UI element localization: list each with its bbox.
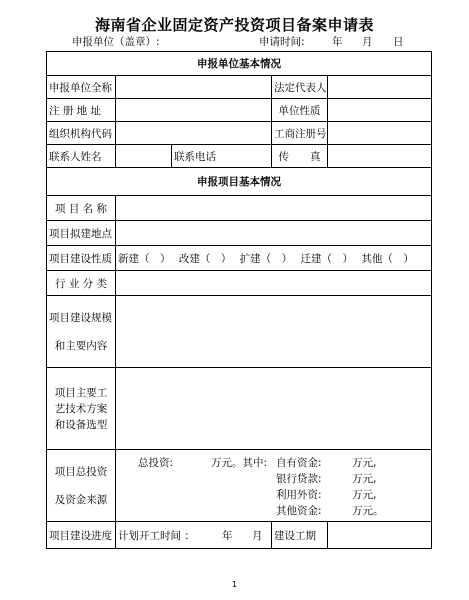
self-funds-label: 自有资金: [276, 457, 322, 469]
process-label [47, 368, 116, 450]
nature-options [116, 246, 432, 271]
start-time-field[interactable] [116, 522, 272, 549]
project-name-label: 项 目 名 称 [47, 196, 116, 221]
option-other[interactable]: 其他（ ） [361, 252, 414, 265]
invest-label-line1: 项目总投资 [54, 465, 108, 478]
org-code-field[interactable] [116, 122, 272, 145]
location-label: 项目拟建地点 [47, 221, 116, 246]
bank-loan-label: 银行贷款: [276, 473, 322, 485]
org-code-label: 组织机构代码 [47, 122, 116, 145]
day-label: 日 [393, 36, 404, 48]
process-label-line2: 艺技术方案 [54, 402, 108, 415]
nature-label: 单位性质 [272, 99, 328, 122]
self-funds-unit: 万元, [352, 457, 377, 469]
progress-month: 月 [252, 530, 263, 542]
invest-label-line2: 及资金来源 [54, 493, 108, 506]
scale-label-line2: 和主要内容 [54, 339, 108, 352]
address-field[interactable] [116, 99, 272, 122]
address-label: 注 册 地 址 [47, 99, 116, 122]
section-unit-header: 申报单位基本情况 [47, 52, 432, 76]
other-funds-unit: 万元。 [352, 505, 384, 517]
industry-label: 行 业 分 类 [47, 271, 116, 296]
nature-field[interactable] [328, 99, 432, 122]
full-name-field[interactable] [116, 76, 272, 99]
form-title: 海南省企业固定资产投资项目备案申请表 [94, 16, 374, 34]
foreign-unit: 万元, [352, 489, 377, 501]
option-new[interactable]: 新建（ ） [118, 252, 171, 265]
process-label-line1: 项目主要工 [54, 386, 108, 399]
legal-rep-field[interactable] [328, 76, 432, 99]
invest-label [47, 450, 116, 522]
apply-time-label: 申请时间: [259, 36, 305, 48]
option-expand[interactable]: 扩建（ ） [239, 252, 293, 265]
contact-field[interactable] [116, 145, 172, 168]
start-time-label: 计划开工时间 ： [118, 529, 195, 542]
fax-field[interactable] [328, 145, 432, 168]
project-name-field[interactable] [116, 196, 432, 221]
period-label: 建设工期 [272, 522, 328, 549]
total-invest-label: 总投资: [138, 457, 174, 469]
foreign-label: 利用外资: [276, 489, 322, 501]
process-field[interactable] [116, 368, 432, 450]
option-relocate[interactable]: 迁建（ ） [300, 252, 354, 265]
phone-label: 联系电话 [172, 145, 272, 168]
application-form-table [46, 51, 432, 549]
progress-year: 年 [222, 530, 233, 542]
scale-label [47, 296, 116, 368]
legal-rep-label: 法定代表人 [272, 76, 328, 99]
option-rebuild[interactable]: 改建（ ） [178, 252, 232, 265]
biz-reg-label: 工商注册号 [272, 122, 328, 145]
period-field[interactable] [328, 522, 432, 549]
section-project-header: 申报项目基本情况 [47, 168, 432, 196]
process-label-line3: 和设备选型 [54, 418, 108, 431]
progress-label: 项目建设进度 [47, 522, 116, 549]
month-label: 月 [362, 36, 373, 48]
other-funds-label: 其他资金: [276, 505, 322, 517]
industry-field[interactable] [116, 271, 432, 296]
year-label: 年 [332, 36, 343, 48]
page-number: 1 [231, 580, 238, 589]
applicant-label: 申报单位（盖章）: [72, 36, 160, 48]
nature-type-label: 项目建设性质 [47, 246, 116, 271]
invest-field [116, 450, 432, 522]
fax-label: 传 真 [272, 145, 328, 168]
biz-reg-field[interactable] [328, 122, 432, 145]
bank-loan-unit: 万元, [352, 473, 377, 485]
scale-field[interactable] [116, 296, 432, 368]
location-field[interactable] [116, 221, 432, 246]
wanyuan-of-label: 万元。其中: [211, 457, 268, 469]
scale-label-line1: 项目建设规模 [49, 311, 112, 324]
full-name-label: 申报单位全称 [47, 76, 116, 99]
contact-label: 联系人姓名 [47, 145, 116, 168]
